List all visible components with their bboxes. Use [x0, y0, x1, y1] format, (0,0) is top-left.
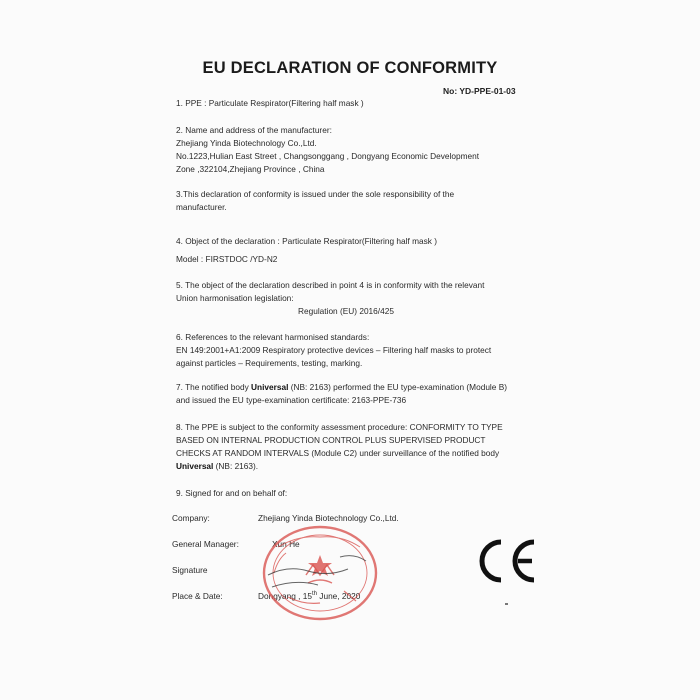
place-date-post: June, 2020 [317, 591, 361, 601]
company-label: Company: [172, 513, 210, 523]
manufacturer-name: Zhejiang Yinda Biotechnology Co.,Ltd. [176, 138, 317, 148]
document-title: EU DECLARATION OF CONFORMITY [202, 59, 498, 77]
section-7-post: (NB: 2163) performed the EU type-examination (Module B) [288, 382, 507, 392]
section-5-line-1: 5. The object of the declaration described in point 4 is in conformity with the relevant [176, 280, 485, 290]
section-8-line-3: CHECKS AT RANDOM INTERVALS (Module C2) under surveillance of the notified body [176, 448, 500, 458]
section-8-line-2: BASED ON INTERNAL PRODUCTION CONTROL PLUS SUPERVISED PRODUCT [176, 435, 486, 445]
section-8-line-1: 8. The PPE is subject to the conformity assessment procedure: CONFORMITY TO TYPE [176, 422, 503, 432]
company-seal-icon [248, 517, 388, 627]
section-9-signed: 9. Signed for and on behalf of: [176, 488, 288, 498]
section-5-line-2: Union harmonisation legislation: [176, 293, 294, 303]
section-7-line-1 [176, 381, 507, 393]
section-1-ppe: 1. PPE : Particulate Respirator(Filtering half mask ) [176, 98, 364, 108]
place-date-pre: Dongyang , 15 [258, 591, 312, 601]
manufacturer-address-line-1: No.1223,Hulian East Street , Changsonggang , Dongyang Economic Development [176, 151, 480, 161]
place-date-sup: th [311, 591, 317, 598]
notified-body-name: Universal [251, 382, 289, 392]
general-manager-value: Xun He [272, 539, 300, 549]
general-manager-label: General Manager: [172, 539, 239, 549]
section-8-line-4 [176, 460, 258, 472]
section-4-object: 4. Object of the declaration : Particulate Respirator(Filtering half mask ) [176, 236, 438, 246]
section-8-post: (NB: 2163). [213, 461, 259, 471]
notified-body-name-2: Universal [176, 461, 214, 471]
company-value: Zhejiang Yinda Biotechnology Co.,Ltd. [258, 513, 399, 523]
section-2-heading: 2. Name and address of the manufacturer: [176, 125, 332, 135]
section-3-line-1: 3.This declaration of conformity is issued under the sole responsibility of the [176, 189, 455, 199]
section-7-pre: 7. The notified body [176, 382, 252, 392]
ce-mark-icon [476, 537, 538, 585]
document-number: No: YD-PPE-01-03 [443, 86, 516, 96]
section-3-line-2: manufacturer. [176, 202, 227, 212]
manufacturer-address-line-2: Zone ,322104,Zhejiang Province , China [176, 164, 325, 174]
scan-speck [505, 603, 508, 605]
model-line: Model : FIRSTDOC /YD-N2 [176, 254, 278, 264]
section-6-heading: 6. References to the relevant harmonised standards: [176, 332, 370, 342]
signature-label: Signature [172, 565, 208, 575]
section-7-line-2: and issued the EU type-examination certificate: 2163-PPE-736 [176, 395, 407, 405]
place-date-label: Place & Date: [172, 591, 223, 601]
section-6-line-1: EN 149:2001+A1:2009 Respiratory protective devices – Filtering half masks to protect [176, 345, 492, 355]
regulation-reference: Regulation (EU) 2016/425 [298, 306, 394, 316]
section-6-line-2: against particles – Requirements, testing, marking. [176, 358, 363, 368]
